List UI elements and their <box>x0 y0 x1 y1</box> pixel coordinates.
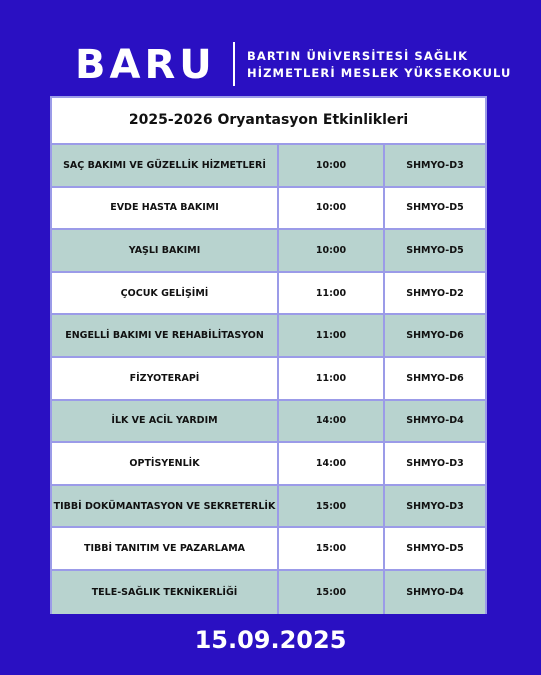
table-row <box>52 273 485 316</box>
table-row <box>52 443 485 486</box>
table-row <box>52 358 485 401</box>
room-cell: SHMYO-D5 <box>406 244 464 256</box>
room-cell: SHMYO-D6 <box>406 372 464 384</box>
institution-name <box>247 48 511 82</box>
time-cell: 15:00 <box>279 571 385 614</box>
program-cell: ÇOCUK GELİŞİMİ <box>52 273 279 314</box>
program-cell: İLK VE ACİL YARDIM <box>52 401 279 442</box>
room-cell: SHMYO-D2 <box>406 287 464 299</box>
time-cell: 10:00 <box>279 188 385 229</box>
room-cell: SHMYO-D3 <box>406 457 464 469</box>
program-cell: TIBBİ DOKÜMANTASYON VE SEKRETERLİK <box>52 486 279 527</box>
program-cell: EVDE HASTA BAKIMI <box>52 188 279 229</box>
room-cell: SHMYO-D5 <box>406 543 464 555</box>
program-cell: SAÇ BAKIMI VE GÜZELLİK HİZMETLERİ <box>52 145 279 186</box>
schedule-table <box>50 96 487 614</box>
table-title: 2025-2026 Oryantasyon Etkinlikleri <box>52 98 485 145</box>
program-cell: TELE-SAĞLIK TEKNİKERLİĞİ <box>52 571 279 614</box>
time-cell: 15:00 <box>279 486 385 527</box>
table-row <box>52 145 485 188</box>
time-cell: 10:00 <box>279 145 385 186</box>
room-cell: SHMYO-D6 <box>406 330 464 342</box>
header <box>0 38 541 94</box>
time-cell: 14:00 <box>279 401 385 442</box>
room-cell: SHMYO-D5 <box>406 202 464 214</box>
room-cell: SHMYO-D4 <box>406 586 464 598</box>
room-cell: SHMYO-D4 <box>406 415 464 427</box>
table-body <box>52 145 485 614</box>
table-row <box>52 315 485 358</box>
program-cell: TIBBİ TANITIM VE PAZARLAMA <box>52 528 279 569</box>
time-cell: 11:00 <box>279 358 385 399</box>
table-row <box>52 188 485 231</box>
program-cell: OPTİSYENLİK <box>52 443 279 484</box>
time-cell: 11:00 <box>279 273 385 314</box>
event-date: 15.09.2025 <box>194 626 347 654</box>
table-row <box>52 571 485 614</box>
program-cell: YAŞLI BAKIMI <box>52 230 279 271</box>
table-row <box>52 230 485 273</box>
institution-line-1: BARTIN ÜNİVERSİTESİ SAĞLIK <box>247 49 469 63</box>
program-cell: FİZYOTERAPİ <box>52 358 279 399</box>
program-cell: ENGELLİ BAKIMI VE REHABİLİTASYON <box>52 315 279 356</box>
table-row <box>52 528 485 571</box>
institution-line-2: HİZMETLERİ MESLEK YÜKSEKOKULU <box>247 66 512 80</box>
room-cell: SHMYO-D3 <box>406 500 464 512</box>
table-row <box>52 401 485 444</box>
time-cell: 11:00 <box>279 315 385 356</box>
time-cell: 14:00 <box>279 443 385 484</box>
header-divider <box>233 42 235 86</box>
time-cell: 10:00 <box>279 230 385 271</box>
room-cell: SHMYO-D3 <box>406 159 464 171</box>
time-cell: 15:00 <box>279 528 385 569</box>
university-logo: BARU <box>75 42 216 88</box>
table-row <box>52 486 485 529</box>
